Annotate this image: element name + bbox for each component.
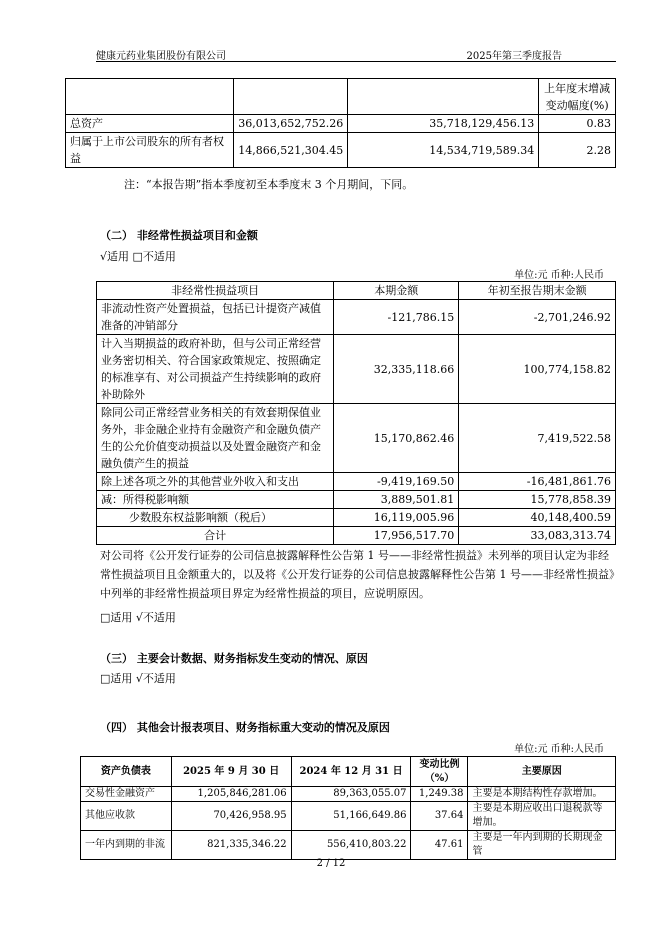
item-label: 除同公司正常经营业务相关的有效套期保值业务外，非金融企业持有金融资产和金融负债产生的公允价值变动损益以及处置金融资产和金融负债产生的损益 (97, 404, 334, 473)
page-number: 2 / 12 (316, 858, 346, 869)
cell-2025: 1,205,846,281.06 (171, 787, 291, 802)
column-header: 资产负债表 (81, 757, 172, 787)
cell-ytd: 15,778,858.39 (459, 491, 616, 509)
cell-pct: 47.61 (411, 831, 468, 860)
item-label: 计入当期损益的政府补助，但与公司正常经营业务密切相关、符合国家政策规定、按照确定的标准享有、对公司损益产生持续影响的政府补助除外 (97, 335, 334, 404)
row-label: 归属于上市公司股东的所有者权益 (66, 133, 234, 168)
section-title: （四） 其他会计报表项目、财务指标重大变动的情况及原因 (100, 721, 390, 734)
cell-reason: 主要是一年内到期的长期现金管 (468, 831, 616, 860)
column-header: 2025 年 9 月 30 日 (171, 757, 291, 787)
item-label: 非流动性资产处置损益，包括已计提资产减值准备的冲销部分 (97, 300, 334, 335)
cell-ytd: -16,481,861.76 (459, 473, 616, 491)
applicability-status: □适用 √不适用 (100, 672, 176, 685)
section-title: （二） 非经常性损益项目和金额 (100, 229, 258, 242)
cell-current: -121,786.15 (334, 300, 459, 335)
significant-changes-table (80, 756, 616, 860)
item-label: 少数股东权益影响额（税后） (97, 509, 334, 527)
cell-2024: 89,363,055.07 (291, 787, 411, 802)
cell-current: 15,170,862.46 (334, 404, 459, 473)
row-label: 总资产 (66, 115, 234, 133)
table-row (97, 491, 616, 509)
table-row (97, 509, 616, 527)
column-header: 本期金额 (334, 282, 459, 300)
cell-pct: 1,249.38 (411, 787, 468, 802)
cell-current: 14,866,521,304.45 (234, 133, 348, 168)
item-label: 减：所得税影响额 (97, 491, 334, 509)
item-label: 交易性金融资产 (81, 787, 172, 802)
table-header-row (81, 757, 616, 787)
cell-current: 17,956,517.70 (334, 527, 459, 545)
table-row (81, 831, 616, 860)
table-row (97, 335, 616, 404)
column-header: 主要原因 (468, 757, 616, 787)
cell-reason: 主要是本期结构性存款增加。 (468, 787, 616, 802)
cell-current: 36,013,652,752.26 (234, 115, 348, 133)
table-row (66, 115, 616, 133)
cell-current: -9,419,169.50 (334, 473, 459, 491)
table-header-row (97, 282, 616, 300)
cell-2024: 556,410,803.22 (291, 831, 411, 860)
cell-ytd: 40,148,400.59 (459, 509, 616, 527)
table-row (66, 79, 616, 115)
header-company: 健康元药业集团股份有限公司 (96, 51, 226, 62)
column-header: 上年度末增减变动幅度(%) (539, 79, 616, 115)
table-row (81, 802, 616, 831)
cell-prior: 14,534,719,589.34 (348, 133, 539, 168)
item-label: 合计 (97, 527, 334, 545)
table-row-total (97, 527, 616, 545)
item-label: 一年内到期的非流 (81, 831, 172, 860)
section-title: （三） 主要会计数据、财务指标发生变动的情况、原因 (100, 652, 368, 665)
balance-summary-table (65, 78, 616, 168)
column-header: 年初至报告期末金额 (459, 282, 616, 300)
table-row (97, 300, 616, 335)
table-row (81, 787, 616, 802)
cell-current: 32,335,118.66 (334, 335, 459, 404)
unit-label: 单位:元 币种:人民币 (514, 744, 604, 755)
cell-current: 16,119,005.96 (334, 509, 459, 527)
unit-label: 单位:元 币种:人民币 (514, 270, 604, 281)
applicability-status: √适用 □不适用 (100, 250, 176, 263)
non-recurring-table (96, 281, 616, 545)
table-row (66, 133, 616, 168)
header-divider (96, 61, 616, 62)
explanation-paragraph: 对公司将《公开发行证券的公司信息披露解释性公告第 1 号——非经常性损益》未列举的项目认定为非经常性损益项目且金额重大的，以及将《公开发行证券的公司信息披露解释性公告第 1 号——非经常性损益》中列举的非经常性损益项目界定为经常性损益的项目，应说明原因。 (100, 549, 615, 600)
table-row (97, 473, 616, 491)
column-header: 变动比例（%） (411, 757, 468, 787)
cell-change: 2.28 (539, 133, 616, 168)
cell-current: 3,889,501.81 (334, 491, 459, 509)
cell-ytd: 100,774,158.82 (459, 335, 616, 404)
applicability-status: □适用 √不适用 (100, 611, 176, 624)
cell-2024: 51,166,649.86 (291, 802, 411, 831)
item-label: 其他应收款 (81, 802, 172, 831)
item-label: 除上述各项之外的其他营业外收入和支出 (97, 473, 334, 491)
cell-pct: 37.64 (411, 802, 468, 831)
cell-ytd: 33,083,313.74 (459, 527, 616, 545)
cell-2025: 821,335,346.22 (171, 831, 291, 860)
header-report-title: 2025年第三季度报告 (466, 51, 562, 62)
cell-2025: 70,426,958.95 (171, 802, 291, 831)
cell-change: 0.83 (539, 115, 616, 133)
column-header: 非经常性损益项目 (97, 282, 334, 300)
table-row (97, 404, 616, 473)
cell-ytd: -2,701,246.92 (459, 300, 616, 335)
column-header: 2024 年 12 月 31 日 (291, 757, 411, 787)
cell-reason: 主要是本期应收出口退税款等增加。 (468, 802, 616, 831)
table-note: 注：“本报告期”指本季度初至本季度末 3 个月期间，下同。 (124, 178, 414, 191)
cell-prior: 35,718,129,456.13 (348, 115, 539, 133)
cell-ytd: 7,419,522.58 (459, 404, 616, 473)
